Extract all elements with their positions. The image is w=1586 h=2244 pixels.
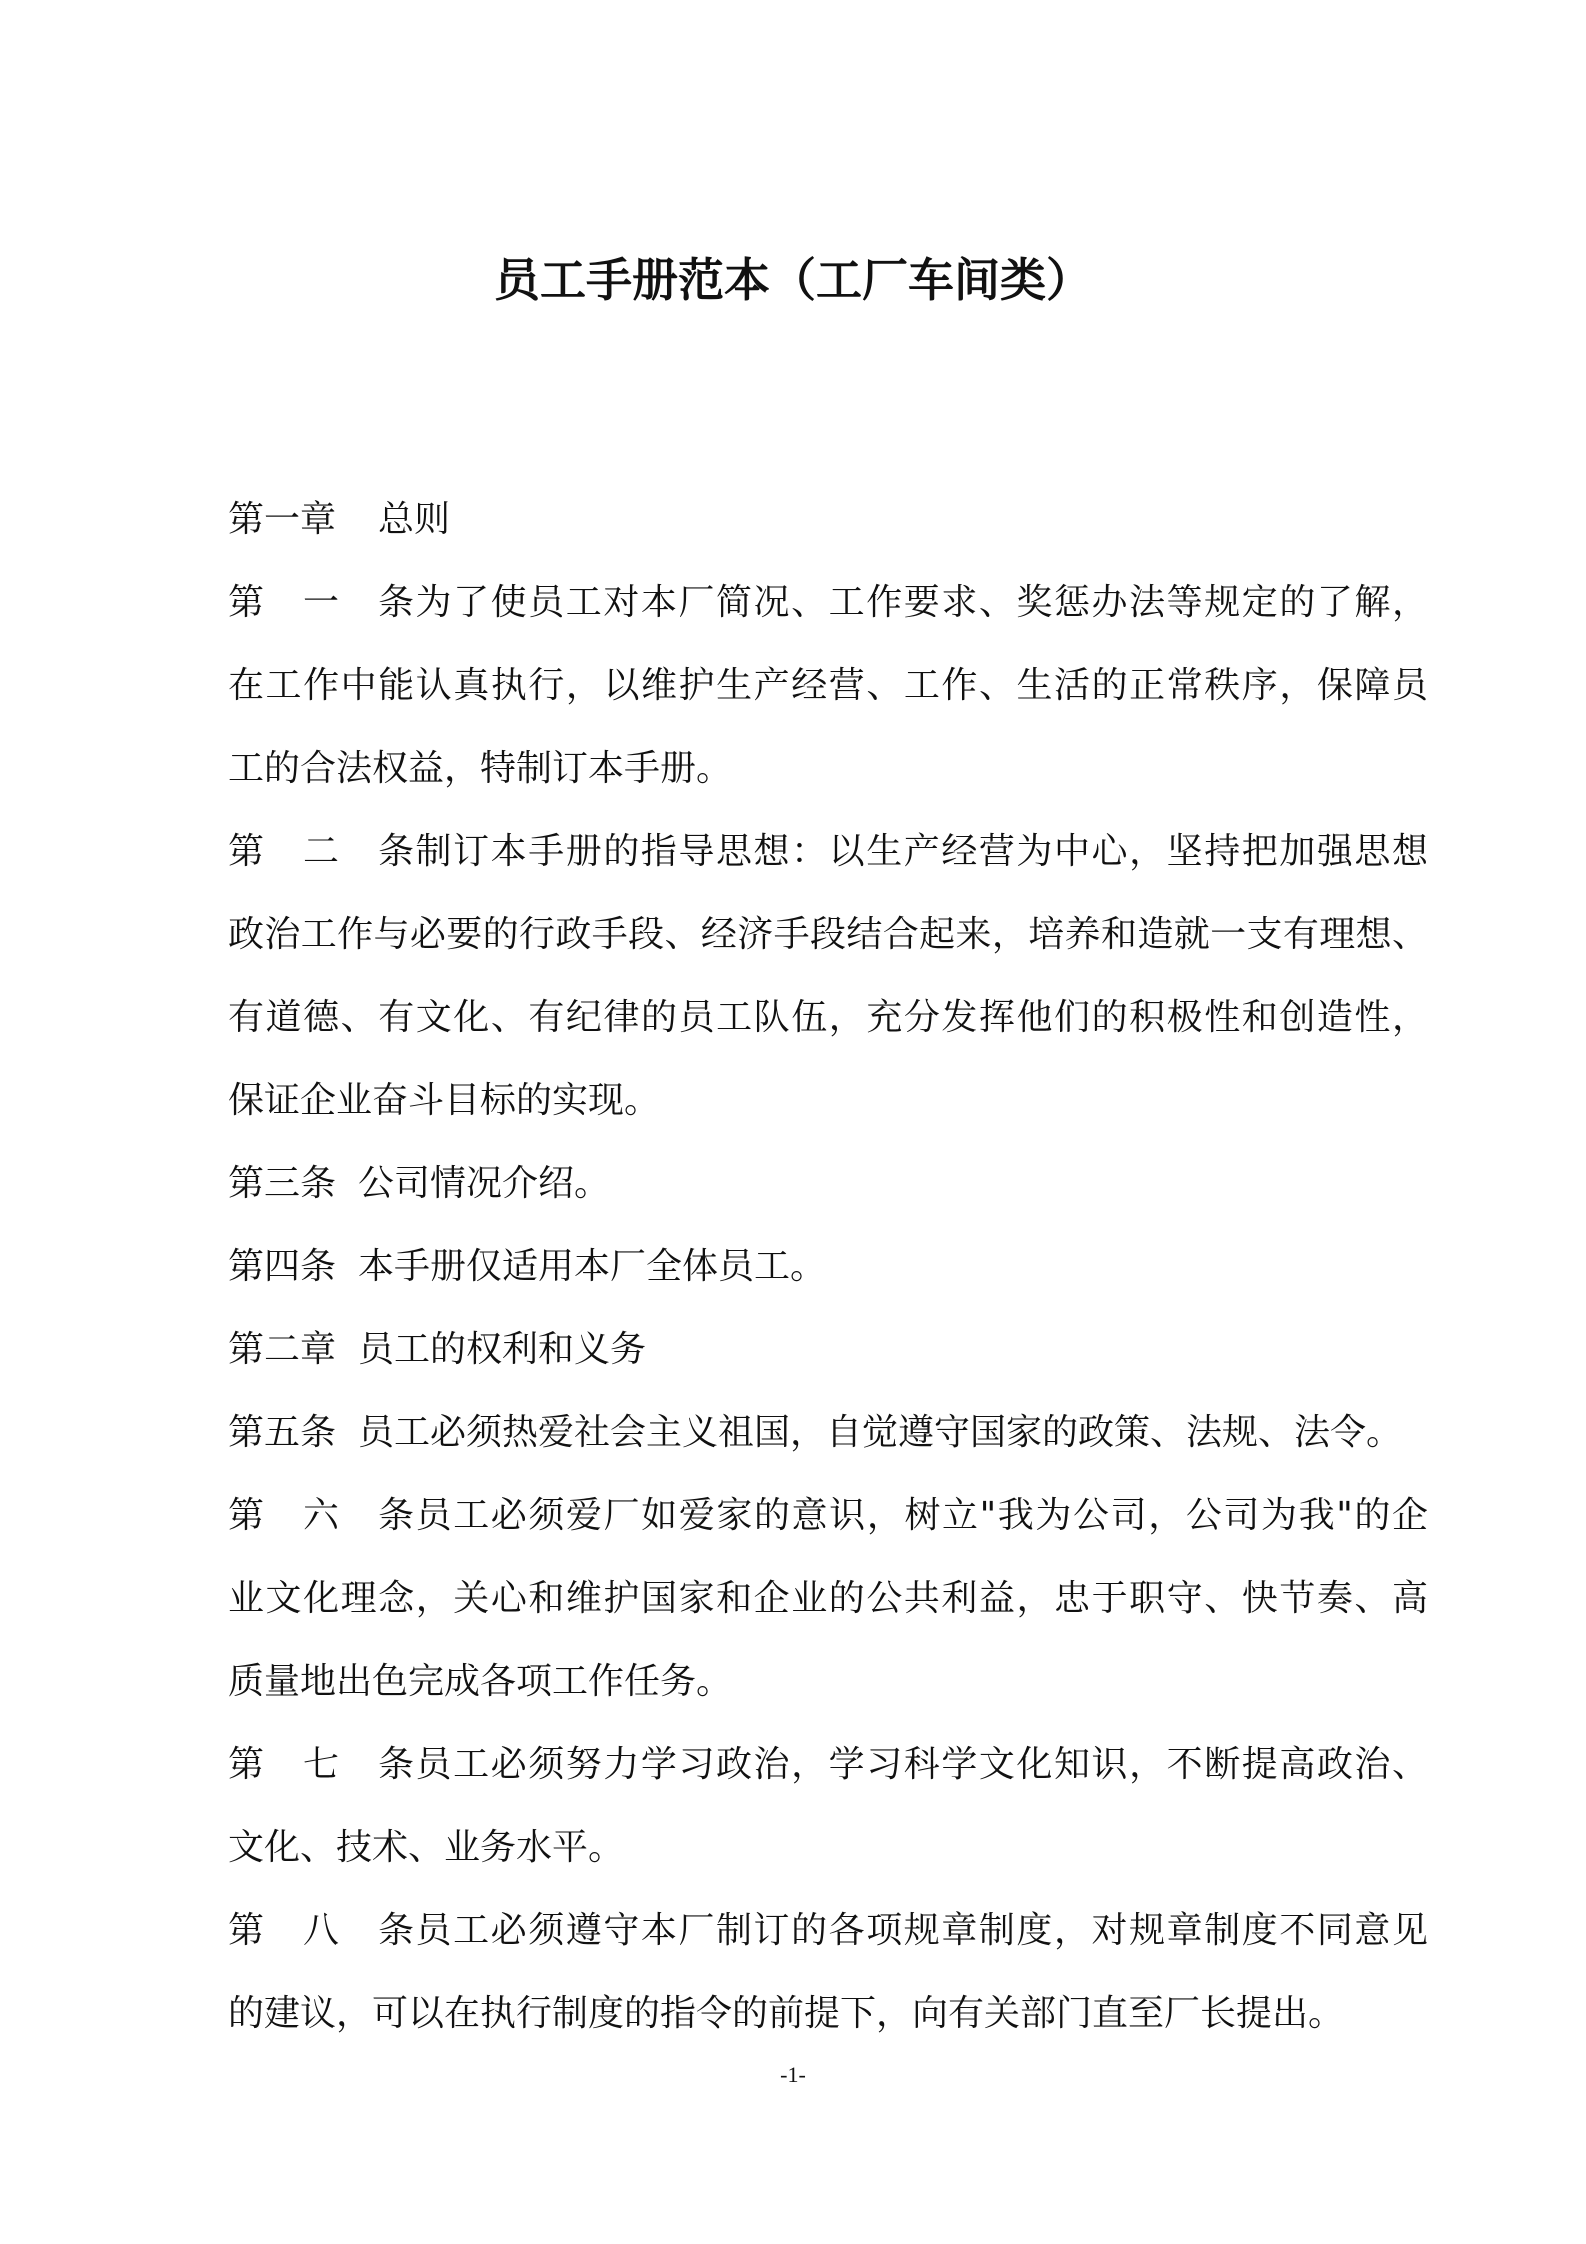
article-1-text-2: 在工作中能认真执行，以维护生产经营、工作、生活的正常秩序，保障员 xyxy=(228,665,1428,706)
chapter-2-heading xyxy=(228,1308,1428,1391)
article-2-line-4 xyxy=(228,1059,1428,1142)
article-2-label: 第二条 xyxy=(228,831,414,872)
article-6-text-3: 质量地出色完成各项工作任务。 xyxy=(228,1661,733,1702)
document-body xyxy=(228,478,1428,2055)
article-8-label: 第八条 xyxy=(228,1910,414,1951)
article-1-line-2 xyxy=(228,644,1428,727)
chapter-1-title: 总则 xyxy=(378,499,451,540)
article-1-line-3 xyxy=(228,727,1428,810)
article-5-label: 第五条 xyxy=(228,1412,337,1453)
chapter-2-label: 第二章 xyxy=(228,1329,337,1370)
article-1-text-1: 为了使员工对本厂简况、工作要求、奖惩办法等规定的了解， xyxy=(414,582,1428,623)
article-6-line-2 xyxy=(228,1557,1428,1640)
article-6-line-1 xyxy=(228,1474,1428,1557)
article-4 xyxy=(228,1225,1428,1308)
article-7-text-2: 文化、技术、业务水平。 xyxy=(228,1827,625,1868)
article-2-text-4: 保证企业奋斗目标的实现。 xyxy=(228,1080,661,1121)
article-2-line-3 xyxy=(228,976,1428,1059)
chapter-1-heading xyxy=(228,478,1428,561)
article-7-line-2 xyxy=(228,1806,1428,1889)
article-2-text-2: 政治工作与必要的行政手段、经济手段结合起来，培养和造就一支有理想、 xyxy=(228,914,1428,955)
article-2-line-1 xyxy=(228,810,1428,893)
chapter-2-title: 员工的权利和义务 xyxy=(358,1329,647,1370)
chapter-1-label: 第一章 xyxy=(228,499,337,540)
article-5-text: 员工必须热爱社会主义祖国，自觉遵守国家的政策、法规、法令。 xyxy=(358,1412,1403,1453)
page-number: -1- xyxy=(780,2062,806,2087)
article-2-line-2 xyxy=(228,893,1428,976)
article-4-text: 本手册仅适用本厂全体员工。 xyxy=(358,1246,827,1287)
article-6-text-1: 员工必须爱厂如爱家的意识，树立"我为公司，公司为我"的企 xyxy=(414,1495,1428,1536)
article-7-line-1 xyxy=(228,1723,1428,1806)
article-3-text: 公司情况介绍。 xyxy=(358,1163,611,1204)
article-8-text-1: 员工必须遵守本厂制订的各项规章制度，对规章制度不同意见 xyxy=(414,1910,1428,1951)
article-7-label: 第七条 xyxy=(228,1744,414,1785)
article-6-text-2: 业文化理念，关心和维护国家和企业的公共利益，忠于职守、快节奏、高 xyxy=(228,1578,1428,1619)
article-4-label: 第四条 xyxy=(228,1246,337,1287)
article-2-text-3: 有道德、有文化、有纪律的员工队伍，充分发挥他们的积极性和创造性， xyxy=(228,997,1428,1038)
article-8-line-2 xyxy=(228,1972,1428,2055)
article-6-label: 第六条 xyxy=(228,1495,414,1536)
article-3-label: 第三条 xyxy=(228,1163,337,1204)
article-2-text-1: 制订本手册的指导思想：以生产经营为中心，坚持把加强思想 xyxy=(414,831,1428,872)
article-8-line-1 xyxy=(228,1889,1428,1972)
article-1-line-1 xyxy=(228,561,1428,644)
article-5 xyxy=(228,1391,1428,1474)
article-8-text-2: 的建议，可以在执行制度的指令的前提下，向有关部门直至厂长提出。 xyxy=(228,1993,1345,2034)
document-title: 员工手册范本（工厂车间类） xyxy=(494,253,1092,307)
article-1-text-3: 工的合法权益，特制订本手册。 xyxy=(228,748,733,789)
article-1-label: 第一条 xyxy=(228,582,414,623)
article-3 xyxy=(228,1142,1428,1225)
article-6-line-3 xyxy=(228,1640,1428,1723)
article-7-text-1: 员工必须努力学习政治，学习科学文化知识，不断提高政治、 xyxy=(414,1744,1428,1785)
